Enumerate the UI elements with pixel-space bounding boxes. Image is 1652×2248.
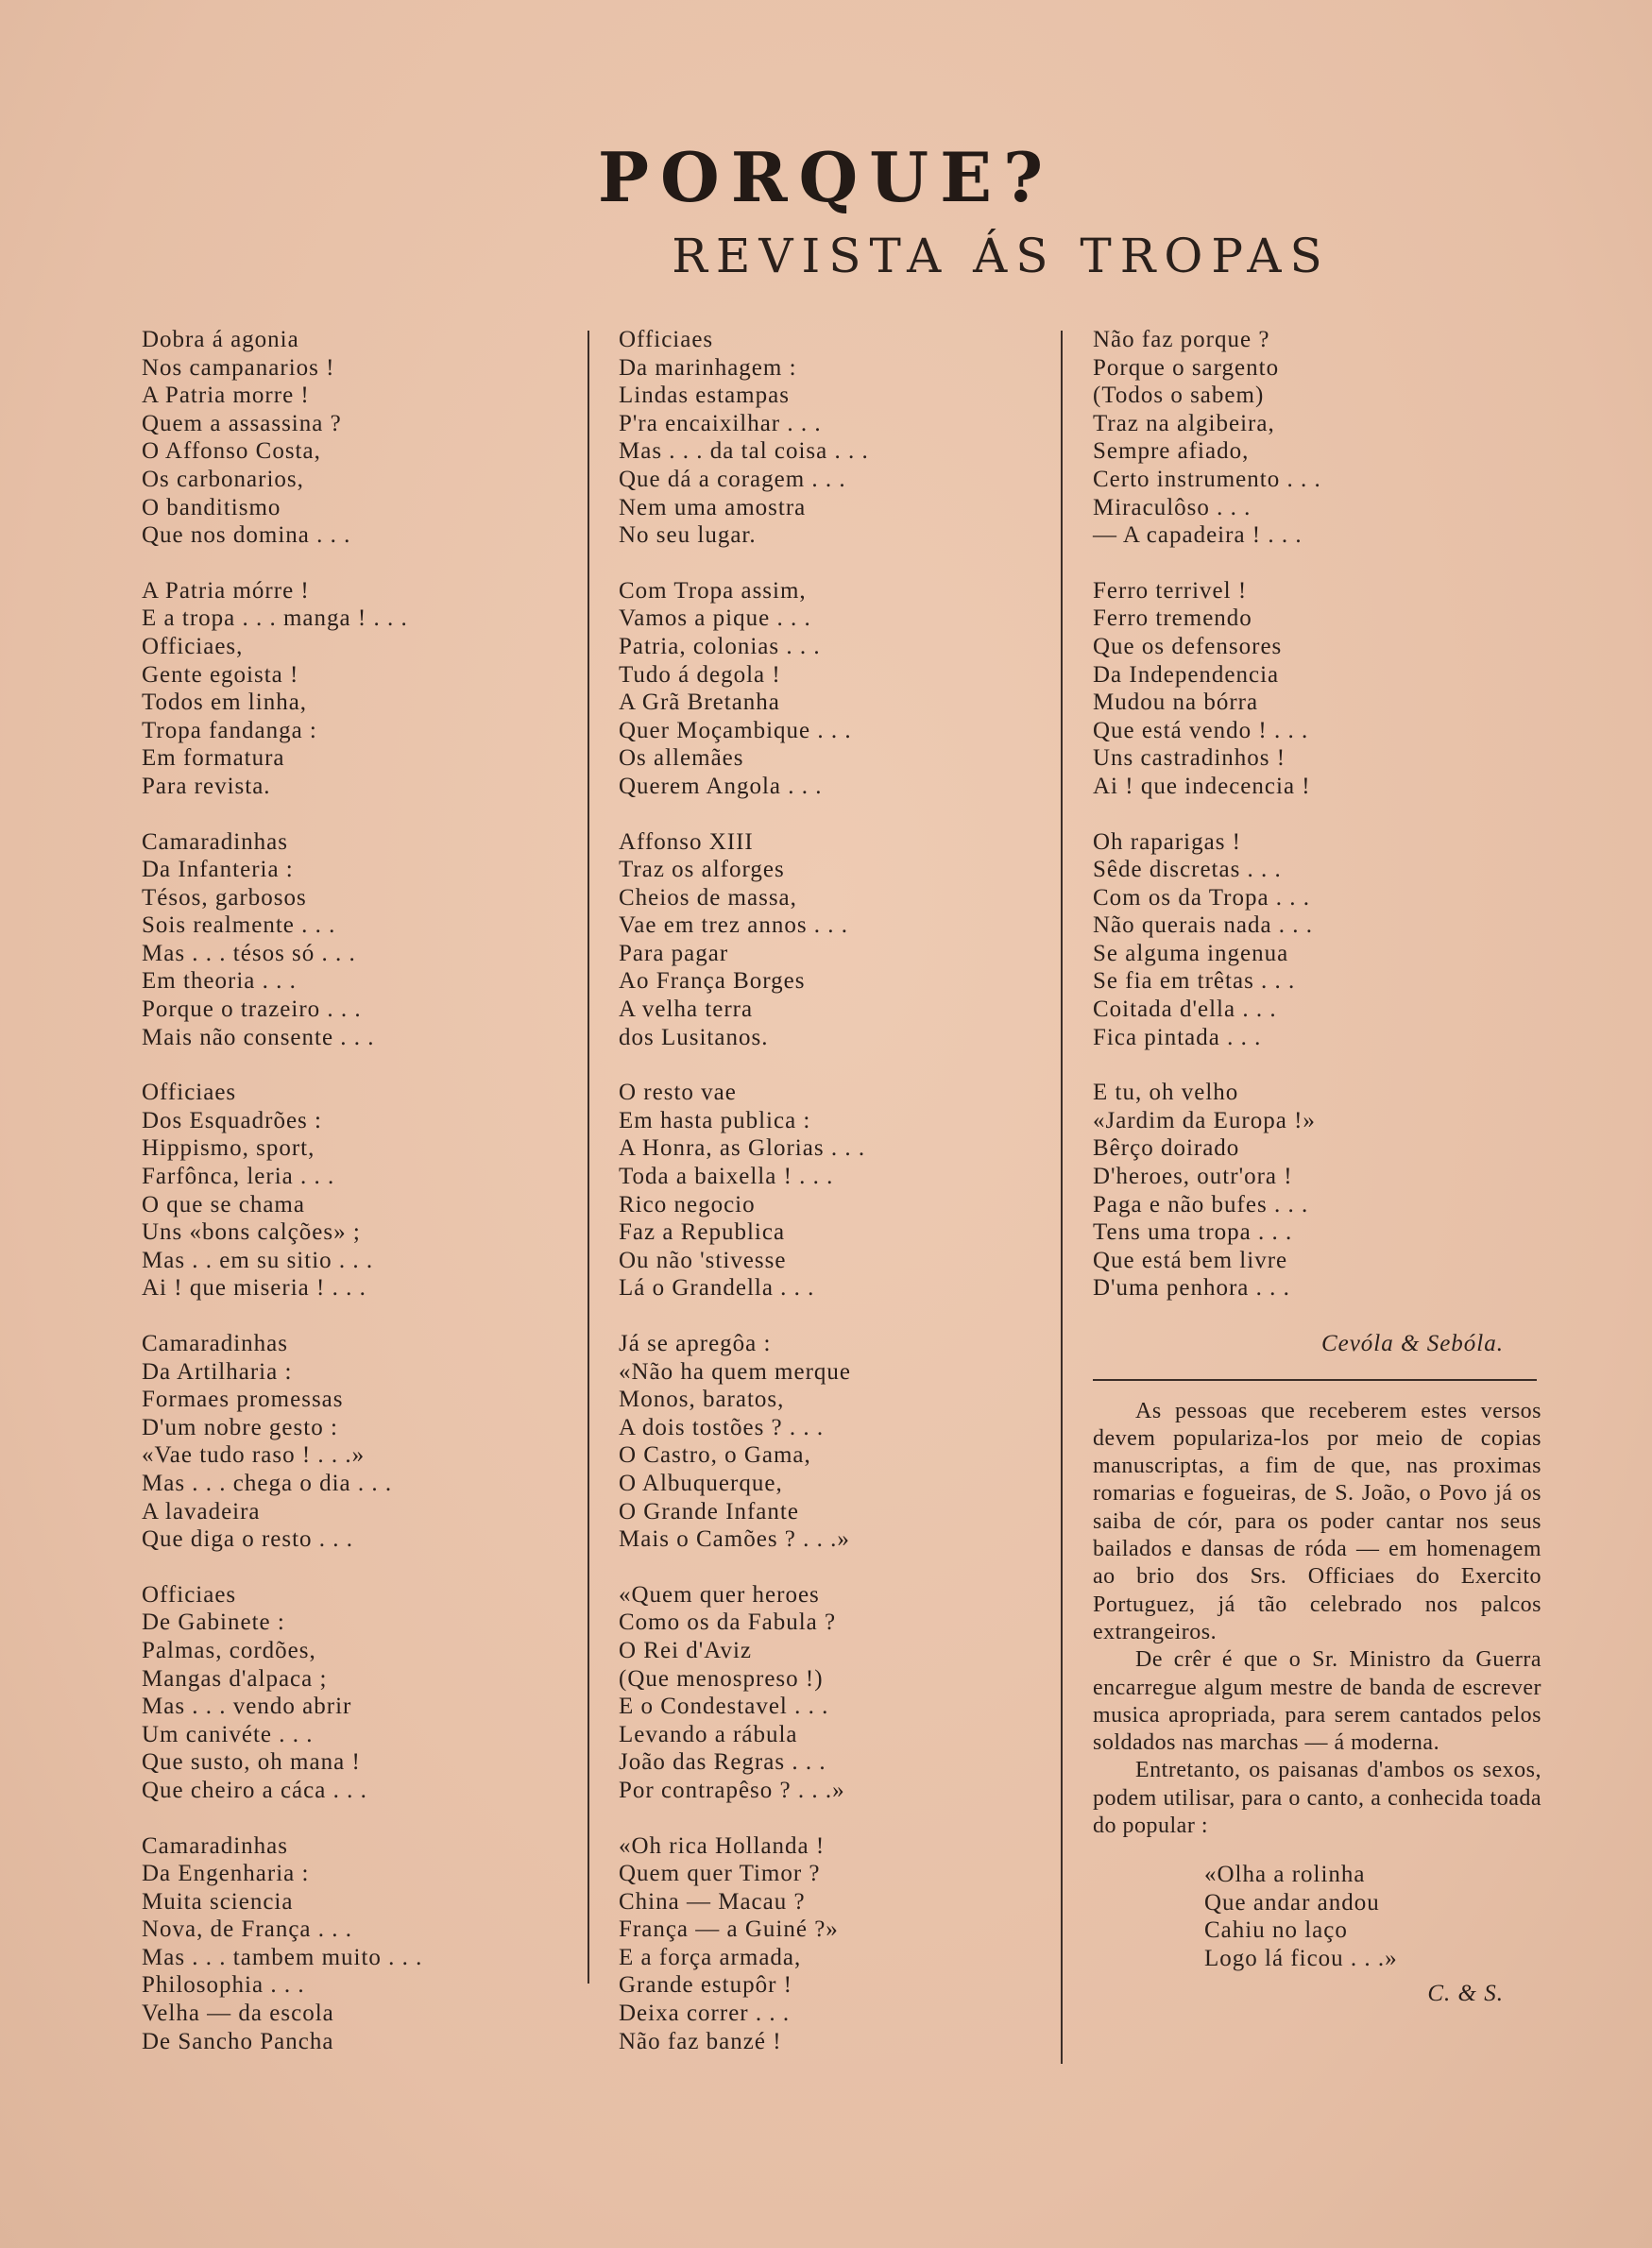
verse-line: Da Infanteria : — [142, 857, 294, 883]
verse-line: Rico negocio — [619, 1191, 756, 1218]
verse-line: Patria, colonias . . . — [619, 633, 821, 659]
verse-line: Miraculôso . . . — [1093, 494, 1252, 520]
verse-line: (Que menospreso !) — [619, 1665, 824, 1692]
verse-line: D'um nobre gesto : — [142, 1414, 338, 1440]
verse-line: Com os da Tropa . . . — [1093, 884, 1311, 911]
verse-line: Da Artilharia : — [142, 1358, 293, 1385]
verse-line: Em formatura — [142, 745, 285, 772]
verse-line: Velha — da escola — [142, 2001, 334, 2027]
verse-line: Da Engenharia : — [142, 1861, 310, 1887]
verse-line: Para pagar — [619, 940, 729, 966]
song-line: Logo lá ficou . . .» — [1204, 1945, 1398, 1971]
notice-text — [1093, 1398, 1541, 1841]
song-line: «Olha a rolinha — [1204, 1862, 1366, 1888]
verse-line: China — Macau ? — [619, 1888, 806, 1915]
verse-line: O Affonso Costa, — [142, 438, 321, 465]
verse-line: Lá o Grandella . . . — [619, 1275, 815, 1302]
verse-line: Os carbonarios, — [142, 466, 304, 492]
verse-line: O Grande Infante — [619, 1498, 799, 1524]
verse-line: Ao França Borges — [619, 968, 806, 995]
verse-line: Como os da Fabula ? — [619, 1609, 837, 1636]
verse-line: Palmas, cordões, — [142, 1637, 316, 1663]
verse-line: E tu, oh velho — [1093, 1080, 1239, 1106]
verse-line: Que está bem livre — [1093, 1247, 1288, 1273]
verse-line: Da Independencia — [1093, 661, 1280, 688]
verse-line: Gente egoista ! — [142, 661, 299, 688]
verse-line: A lavadeira — [142, 1498, 261, 1524]
verse-line: O resto vae — [619, 1080, 737, 1106]
column-divider — [1061, 331, 1063, 2064]
stanza — [619, 1581, 1039, 1805]
column-3 — [1093, 326, 1541, 2008]
verse-line: Uns castradinhos ! — [1093, 745, 1286, 772]
verse-line: O banditismo — [142, 494, 281, 520]
verse-line: De Sancho Pancha — [142, 2028, 334, 2054]
stanza — [142, 828, 571, 1052]
verse-line: Lindas estampas — [619, 383, 790, 409]
verse-line: Uns «bons calções» ; — [142, 1219, 361, 1246]
song-line: Cahiu no laço — [1204, 1917, 1348, 1944]
verse-line: Com Tropa assim, — [619, 577, 807, 604]
verse-line: Quem a assassina ? — [142, 410, 342, 436]
verse-line: Mas . . em su sitio . . . — [142, 1247, 374, 1273]
verse-line: O Albuquerque, — [619, 1470, 783, 1496]
verse-line: E a tropa . . . manga ! . . . — [142, 605, 408, 632]
verse-line: Querem Angola . . . — [619, 773, 823, 799]
verse-line: Em hasta publica : — [619, 1107, 811, 1133]
verse-line: Não faz banzé ! — [619, 2028, 782, 2054]
verse-line: Toda a baixella ! . . . — [619, 1164, 834, 1190]
verse-line: Coitada d'ella . . . — [1093, 996, 1277, 1023]
verse-line: A Grã Bretanha — [619, 690, 780, 716]
verse-line: Formaes promessas — [142, 1387, 344, 1413]
verse-line: Se fia em trêtas . . . — [1093, 968, 1296, 995]
poem-signature: Cevóla & Sebóla. — [1320, 1331, 1504, 1356]
verse-line: Oh raparigas ! — [1093, 828, 1241, 855]
verse-line: Fica pintada . . . — [1093, 1024, 1262, 1050]
verse-line: Camaradinhas — [142, 1832, 289, 1859]
verse-line: O que se chama — [142, 1191, 305, 1218]
verse-line: Traz na algibeira, — [1093, 410, 1275, 436]
verse-line: — A capadeira ! . . . — [1093, 522, 1303, 549]
verse-line: Da marinhagem : — [619, 354, 797, 381]
verse-line: Por contrapêso ? . . .» — [619, 1777, 845, 1803]
verse-line: Ferro terrivel ! — [1093, 577, 1248, 604]
stanza — [1093, 326, 1541, 550]
verse-line: Muita sciencia — [142, 1888, 294, 1915]
verse-line: Sempre afiado, — [1093, 438, 1250, 465]
verse-line: O Rei d'Aviz — [619, 1637, 753, 1663]
verse-line: Que diga o resto . . . — [142, 1526, 354, 1553]
verse-line: Certo instrumento . . . — [1093, 466, 1321, 492]
stanza — [142, 1330, 571, 1554]
stanza — [142, 1832, 571, 2056]
verse-line: Tropa fandanga : — [142, 717, 317, 743]
verse-line: Ai ! que indecencia ! — [1093, 773, 1311, 799]
verse-line: Se alguma ingenua — [1093, 940, 1289, 966]
notice-paragraph: Entretanto, os paisanas d'ambos os sexos, podem utilisar, para o canto, a conhecida toada do popular : — [1093, 1758, 1541, 1839]
verse-line: dos Lusitanos. — [619, 1024, 769, 1050]
verse-line: «Oh rica Hollanda ! — [619, 1832, 826, 1859]
verse-line: «Vae tudo raso ! . . .» — [142, 1442, 366, 1469]
verse-line: Farfônca, leria . . . — [142, 1164, 335, 1190]
verse-line: Nova, de França . . . — [142, 1916, 353, 1943]
verse-line: Vae em trez annos . . . — [619, 912, 849, 939]
verse-line: Que está vendo ! . . . — [1093, 717, 1309, 743]
verse-line: Mas . . . chega o dia . . . — [142, 1470, 393, 1496]
verse-line: Que dá a coragem . . . — [619, 466, 846, 492]
verse-line: Um canivéte . . . — [142, 1721, 314, 1747]
verse-line: Mais não consente . . . — [142, 1024, 375, 1050]
stanza — [619, 828, 1039, 1052]
verse-line: Tudo á degola ! — [619, 661, 781, 688]
verse-line: Mas . . . vendo abrir — [142, 1694, 352, 1720]
page-subtitle: REVISTA ÁS TROPAS — [672, 229, 1331, 283]
verse-line: (Todos o sabem) — [1093, 383, 1265, 409]
verse-line: Que nos domina . . . — [142, 522, 351, 549]
verse-line: Camaradinhas — [142, 1331, 289, 1356]
verse-line: No seu lugar. — [619, 522, 757, 549]
verse-line: Officiaes — [619, 327, 714, 352]
verse-line: Affonso XIII — [619, 828, 754, 855]
verse-line: Dobra á agonia — [142, 327, 299, 352]
verse-line: E o Condestavel . . . — [619, 1694, 829, 1720]
verse-line: A Patria morre ! — [142, 383, 310, 409]
section-divider — [1093, 1379, 1537, 1381]
verse-line: Ferro tremendo — [1093, 605, 1252, 632]
notice-paragraph: As pessoas que receberem estes versos devem populariza-los por meio de copias manuscriptas, a fim de que, nas proximas romarias e fogueiras, de S. João, o Povo já os saiba de cór, para os poder cantar nos seus bailados e dansas de róda — em homenagem ao brio dos Srs. Officiaes do Exercito Portuguez, já tão celebrado nos palcos extrangeiros. — [1093, 1398, 1541, 1644]
stanza — [142, 1079, 571, 1303]
stanza — [619, 1330, 1039, 1554]
verse-line: Vamos a pique . . . — [619, 605, 811, 632]
verse-line: Grande estupôr ! — [619, 1972, 792, 1999]
verse-line: Dos Esquadrões : — [142, 1107, 322, 1133]
verse-line: Que os defensores — [1093, 633, 1283, 659]
verse-line: Deixa correr . . . — [619, 2001, 791, 2027]
verse-line: Cheios de massa, — [619, 884, 797, 911]
verse-line: Em theoria . . . — [142, 968, 297, 995]
verse-line: Que cheiro a cáca . . . — [142, 1777, 367, 1803]
verse-line: Nem uma amostra — [619, 494, 807, 520]
verse-line: Traz os alforges — [619, 857, 785, 883]
verse-line: Já se apregôa : — [619, 1331, 772, 1356]
verse-line: Faz a Republica — [619, 1219, 786, 1246]
column-divider — [588, 331, 589, 1984]
verse-line: O Castro, o Gama, — [619, 1442, 811, 1469]
column-2 — [619, 326, 1039, 2083]
verse-line: Officiaes — [142, 1080, 237, 1106]
verse-line: «Não ha quem merque — [619, 1358, 852, 1385]
verse-line: Nos campanarios ! — [142, 354, 335, 381]
verse-line: A dois tostões ? . . . — [619, 1414, 825, 1440]
verse-line: França — a Guiné ?» — [619, 1916, 839, 1943]
verse-line: Ai ! que miseria ! . . . — [142, 1275, 366, 1302]
verse-line: Monos, baratos, — [619, 1387, 785, 1413]
verse-line: Não faz porque ? — [1093, 327, 1270, 352]
verse-line: Sêde discretas . . . — [1093, 857, 1282, 883]
verse-line: Levando a rábula — [619, 1721, 798, 1747]
stanza — [619, 1079, 1039, 1303]
verse-line: «Quem quer heroes — [619, 1581, 820, 1608]
verse-line: Porque o trazeiro . . . — [142, 996, 362, 1023]
verse-line: Para revista. — [142, 773, 271, 799]
verse-line: Todos em linha, — [142, 690, 308, 716]
verse-line: D'heroes, outr'ora ! — [1093, 1164, 1293, 1190]
verse-line: Mas . . . tambem muito . . . — [142, 1944, 423, 1970]
verse-line: Não querais nada . . . — [1093, 912, 1314, 939]
verse-line: João das Regras . . . — [619, 1749, 826, 1776]
verse-line: Bêrço doirado — [1093, 1135, 1240, 1162]
closing-initials: C. & S. — [1427, 1981, 1504, 2007]
verse-line: Sois realmente . . . — [142, 912, 336, 939]
verse-line: Tésos, garbosos — [142, 884, 307, 911]
stanza — [1093, 1079, 1541, 1303]
column-1 — [142, 326, 571, 2083]
verse-line: Os allemães — [619, 745, 744, 772]
verse-line: P'ra encaixilhar . . . — [619, 410, 822, 436]
notice-paragraph: De crêr é que o Sr. Ministro da Guerra encarregue algum mestre de banda de escrever musica apropriada, para serem cantados pelos soldados nas marchas — á moderna. — [1093, 1647, 1541, 1756]
verse-line: Philosophia . . . — [142, 1972, 305, 1999]
verse-line: De Gabinete : — [142, 1609, 285, 1636]
verse-line: A Honra, as Glorias . . . — [619, 1135, 866, 1162]
column-3-stanzas — [1093, 326, 1541, 1303]
stanza — [142, 577, 571, 801]
verse-line: Mais o Camões ? . . .» — [619, 1526, 850, 1553]
verse-line: A Patria mórre ! — [142, 577, 310, 604]
stanza — [142, 326, 571, 550]
verse-line: Tens uma tropa . . . — [1093, 1219, 1293, 1246]
stanza — [1093, 828, 1541, 1052]
stanza — [619, 326, 1039, 550]
verse-line: A velha terra — [619, 996, 754, 1023]
stanza — [619, 577, 1039, 801]
verse-line: Mas . . . da tal coisa . . . — [619, 438, 869, 465]
verse-line: Quer Moçambique . . . — [619, 717, 852, 743]
stanza — [1093, 577, 1541, 801]
stanza — [619, 1832, 1039, 2056]
verse-line: Mangas d'alpaca ; — [142, 1665, 328, 1692]
page-title: PORQUE? — [597, 137, 1055, 217]
song-line: Que andar andou — [1204, 1889, 1380, 1916]
verse-line: D'uma penhora . . . — [1093, 1275, 1290, 1302]
verse-line: Mudou na bórra — [1093, 690, 1259, 716]
verse-line: Mas . . . tésos só . . . — [142, 940, 356, 966]
verse-line: Hippismo, sport, — [142, 1135, 315, 1162]
verse-line: Paga e não bufes . . . — [1093, 1191, 1309, 1218]
stanza — [142, 1581, 571, 1805]
verse-line: Quem quer Timor ? — [619, 1861, 821, 1887]
verse-line: E a força armada, — [619, 1944, 802, 1970]
verse-line: Ou não 'stivesse — [619, 1247, 787, 1273]
verse-line: Camaradinhas — [142, 828, 289, 855]
song-quote — [1204, 1861, 1541, 1972]
verse-line: Porque o sargento — [1093, 354, 1280, 381]
verse-line: Officiaes, — [142, 633, 244, 659]
verse-line: Officiaes — [142, 1581, 237, 1608]
verse-line: Que susto, oh mana ! — [142, 1749, 361, 1776]
verse-line: «Jardim da Europa !» — [1093, 1107, 1316, 1133]
